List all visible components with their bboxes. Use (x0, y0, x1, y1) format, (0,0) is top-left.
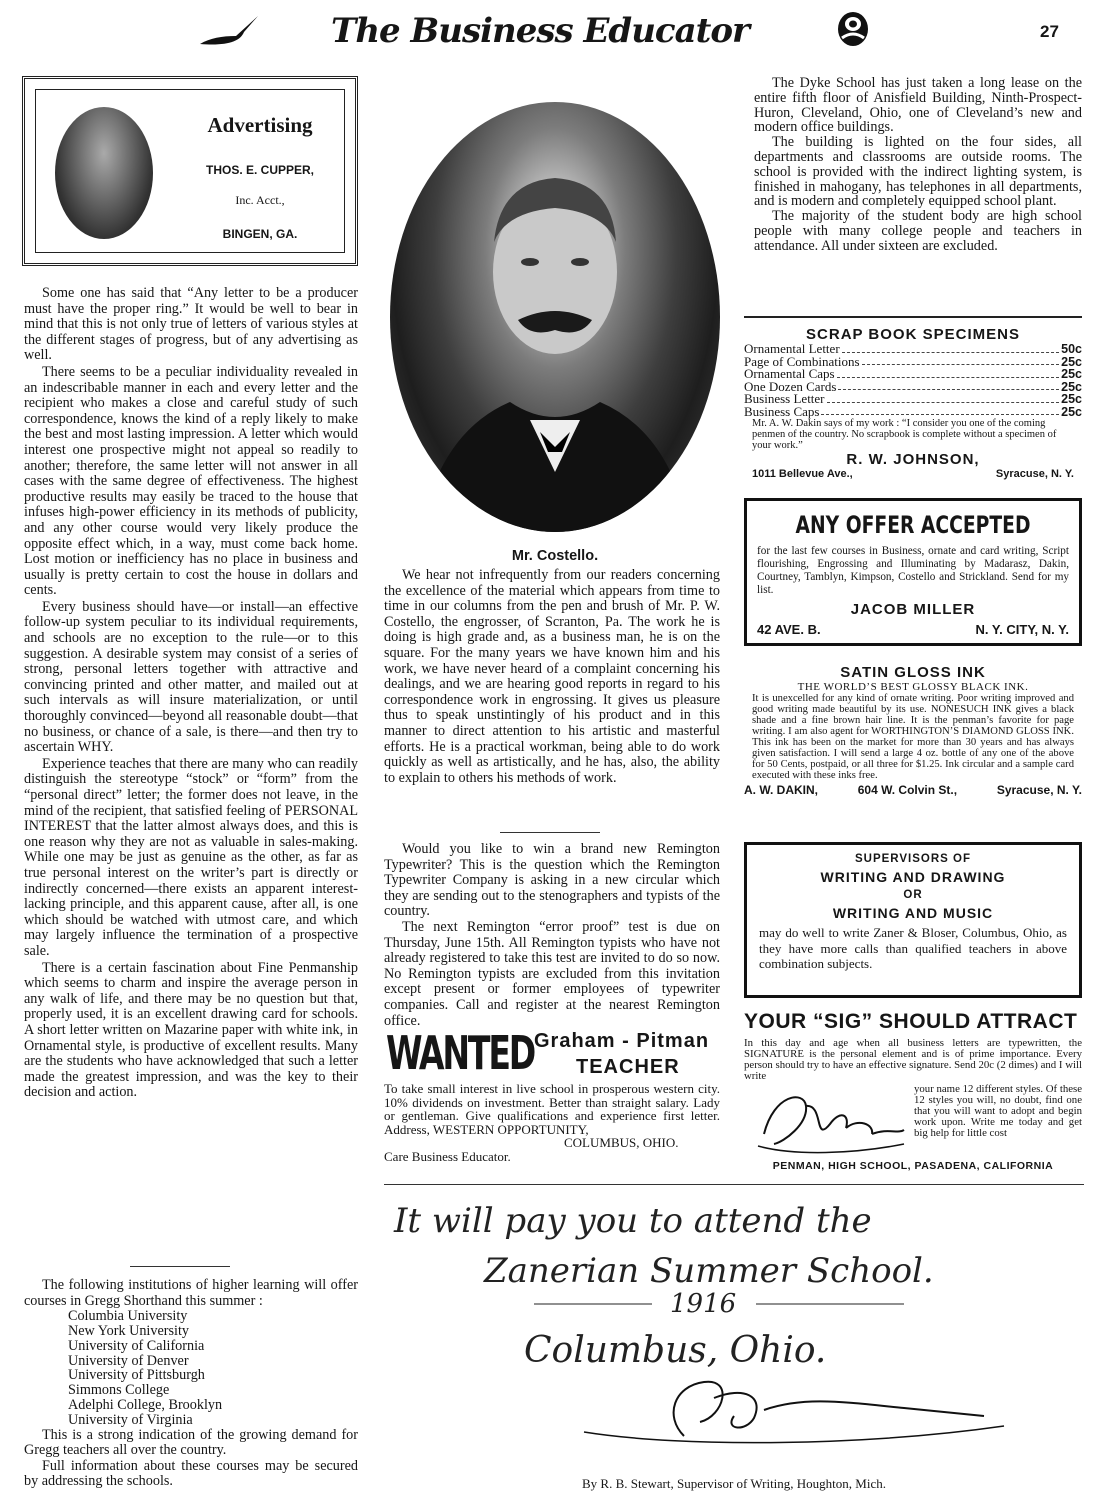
offer-address: 42 AVE. B. N. Y. CITY, N. Y. (757, 622, 1069, 637)
costello-portrait (390, 102, 720, 532)
offer-heading: ANY OFFER ACCEPTED (795, 511, 1031, 539)
article-paragraph: There seems to be a peculiar individuality revealed in an indescribable manner in each and every letter and the recipient who makes a close and careful study of such correspondence, knows the kind of a reply likely to make the best and most lasting impression. A letter which would interest one prospective might not appeal so readily to another; therefore, the same letter will not answer in all cases with the same degree of effectiveness. The highest productive results may easily be traced to the house that infuses high-power efficiency in its methods of publicity, and any other course would very likely produce the opposite effect which, in a way, must come back home. Lost motion or inefficiency has no place in business and usually is pretty certain to cost the house in dollars and cents. (24, 363, 358, 599)
list-item: University of Denver (68, 1352, 189, 1369)
list-item: University of Virginia (68, 1411, 193, 1428)
article-paragraph: We hear not infrequently from our readers concerning the excellence of the material which appears from time to time in our columns from the pen and brush of Mr. P. W. Costello, the engrosser, of Scranton, Pa. The work he is doing is high grade and, as a business man, he is on the square. For the many years we have known him and his work, we have never heard of a complaint concerning his dealings, and we are hearing good reports in regard to his correspondence work in engrossing. It gives us pleasure thus to speak unstintingly of his product and in this manner to direct attention to his artistic and masterful efforts. He is a practical workman, being able to do work quickly as well as artistically, and he has, also, the ability to explain to others his methods of work. (384, 567, 720, 786)
cupper-portrait (55, 107, 153, 239)
wanted-body-text: To take small interest in live school in prosperous western city. 10% dividends on investment. Better than straight salary. Lady or gentleman. Give qualifications and experience first letter. Address, WESTERN OPPORTUNITY, (384, 1081, 720, 1137)
cupper-credential: Inc. Acct., (235, 193, 285, 207)
supervisors-line: WRITING AND MUSIC (832, 905, 994, 921)
article-paragraph: Would you like to win a brand new Remington Typewriter? This is the question which the Remington Typewriter Company is asking in a new circular which they are sending out to the stenographers and typists of the country. (384, 841, 720, 920)
sig-heading: YOUR “SIG” SHOULD ATTRACT (744, 1010, 1078, 1033)
supervisors-line: OR (903, 889, 923, 901)
quill-icon (196, 12, 264, 48)
article-paragraph: The Dyke School has just taken a long lease on the entire fifth floor of Anisfield Building, Ninth-Prospect-Huron, Cleveland, Ohio, one of Cleveland’s new and modern office buildings. (754, 75, 1082, 136)
page-number: 27 (1040, 22, 1059, 41)
sig-body: In this day and age when all business letters are typewritten, the SIGNATURE is the personal element and is of prime importance. Every person should try to have an effective signature. Send 20c (2 dimes) and I will write (744, 1037, 1082, 1082)
advertising-article (24, 286, 358, 1102)
list-item: New York University (68, 1322, 189, 1339)
divider (500, 832, 600, 833)
scrapbook-quote: Mr. A. W. Dakin says of my work : “I consider you one of the coming penmen of the country. No scrapbook is complete without a specimen of your work.” (752, 418, 1057, 451)
cupper-advertising-card (22, 76, 358, 266)
satin-body: It is unexcelled for any kind of ornate writing. Poor writing improved and good writing made beautiful by its use. NONESUCH INK gives a black shade and a fine brown hair line. It is the penman’s favorite for page writing. I am also agent for WORTHINGTON’S DIAMOND GLOSS INK. This ink has been on the market for more than 30 years and has always given satisfaction. I will send a large 4 oz. bottle of any one of the above for 50 Cents, postpaid, or all three for $1.25. Ink circular and a sample card executed with these inks free. (752, 693, 1074, 781)
supervisors-line: SUPERVISORS OF (854, 853, 972, 865)
signature-flourish-icon (754, 1084, 912, 1158)
script-year: 1916 (670, 1289, 737, 1319)
offer-name: JACOB MILLER (850, 601, 976, 618)
supervisors-ad (744, 842, 1082, 998)
cupper-title: Advertising (207, 113, 313, 137)
price-row: Business Letter 25c (744, 391, 1082, 406)
satin-subheading: THE WORLD’S BEST GLOSSY BLACK INK. (797, 681, 1029, 693)
price-row: Page of Combinations 25c (744, 353, 1082, 369)
satin-heading: SATIN GLOSS INK (840, 664, 986, 681)
article-paragraph: Some one has said that “Any letter to be a producer must have the proper ring.” It would be well to bear in mind that this is not only true of letters of various styles at the different stages of progress, but of any advertising as well. (24, 285, 358, 364)
scrapbook-address: 1011 Bellevue Ave., Syracuse, N. Y. (752, 468, 1074, 480)
scrapbook-heading: SCRAP BOOK SPECIMENS (806, 326, 1020, 343)
price-row: Ornamental Caps 25c (744, 366, 1082, 381)
gregg-school-list (24, 1309, 358, 1427)
supervisors-line: WRITING AND DRAWING (820, 869, 1006, 885)
divider (130, 1266, 230, 1267)
list-item: University of California (68, 1337, 205, 1354)
wanted-ad (384, 1026, 720, 1176)
satin-address: A. W. DAKIN, 604 W. Colvin St., Syracuse, N. Y. (744, 783, 1082, 797)
price-row: Ornamental Letter 50c (744, 341, 1082, 356)
cupper-location: BINGEN, GA. (222, 227, 298, 241)
signature-ad (744, 1010, 1082, 1178)
article-paragraph: Every business should have—or install—an effective follow-up system peculiar to its individual requirements, and schools are no exception to the rule—or to this suggestion. A desirable system may consist of a series of strong, personal letters together with attractive and convincing printed and other matter, and mailed out at such intervals as will insure materialization, or until thoroughly convinced—beyond all reasonable doubt—that no business, or chance of a sale, is there—and then try to ascertain WHY. (24, 598, 358, 756)
list-item: Adelphi College, Brooklyn (68, 1396, 223, 1413)
wanted-line2: TEACHER (576, 1056, 680, 1078)
signature-flourish-icon (674, 1382, 984, 1436)
wanted-city: COLUMBUS, OHIO. (564, 1135, 679, 1151)
satin-gloss-ink-ad (744, 664, 1082, 824)
costello-caption: Mr. Costello. (511, 548, 599, 564)
sig-footer: PENMAN, HIGH SCHOOL, PASADENA, CALIFORNIA (772, 1160, 1054, 1172)
emblem-icon (836, 10, 870, 48)
supervisors-body: may do well to write Zaner & Bloser, Columbus, Ohio, as they have more calls than qualified teachers in above combination subjects. (759, 925, 1067, 971)
masthead-title: The Business Educator (331, 11, 749, 51)
article-paragraph: The majority of the student body are high school people with many college people and teachers in attendance. All under sixteen are excluded. (754, 208, 1082, 254)
article-paragraph: There is a certain fascination about Fine Penmanship which seems to charm and inspire the average person in any walk of life, and there may be no question but that, properly used, it is an excellent drawing card for schools. A short letter written on Mazarine paper with white ink, in Ornamental style, is productive of excellent results. Many are the students who have acknowledged that such a letter made the greatest impression, and was the key to their decision and action. (24, 959, 358, 1101)
scrapbook-ad (742, 316, 1084, 480)
script-line3: Columbus, Ohio. (524, 1330, 827, 1371)
sig-body-continued: your name 12 different styles. Of these 12 styles you will, no doubt, find one that you will want to adopt and begin work upon. Write me today and get big help for little cost (914, 1083, 1083, 1139)
scrapbook-name: R. W. JOHNSON, (846, 451, 980, 468)
costello-article (384, 568, 720, 786)
page-header (0, 0, 1104, 72)
wanted-care: Care Business Educator. (384, 1148, 511, 1164)
handwritten-script (384, 1186, 1084, 1466)
gregg-outro: Full information about these courses may be secured by addressing the schools. (24, 1457, 358, 1490)
script-line1: It will pay you to attend the (394, 1201, 872, 1241)
cupper-name: THOS. E. CUPPER, (205, 163, 315, 177)
price-row: One Dozen Cards 25c (744, 378, 1082, 394)
wanted-body (384, 1082, 720, 1164)
article-paragraph: The next Remington “error proof” test is due on Thursday, June 15th. All Remington typists who have not already registered to take this test are invited to do so now. No Remington typists are excluded from this invitation except present or former employees of typewriter companies. Call and register at the nearest Remington office. (384, 918, 720, 1029)
list-item: University of Pittsburgh (68, 1367, 205, 1384)
price-row: Business Caps 25c (744, 403, 1082, 419)
any-offer-ad (744, 498, 1082, 646)
gregg-notice (24, 1278, 358, 1490)
list-item: Simmons College (68, 1382, 170, 1399)
gregg-outro: This is a strong indication of the growing demand for Gregg teachers all over the country. (24, 1426, 358, 1459)
article-paragraph: The building is lighted on the four sides, all departments and classrooms are outside rooms. The school is provided with the indirect lighting system, is finished in mahogany, has telephones in all departments, and is modern and completely equipped school plant. (754, 134, 1082, 210)
gregg-intro: The following institutions of higher learning will offer courses in Gregg Shorthand this summer : (24, 1277, 358, 1309)
list-item: Columbia University (68, 1308, 188, 1325)
dyke-school-article (754, 76, 1082, 254)
wanted-line1: Graham - Pitman (534, 1030, 710, 1052)
offer-body: for the last few courses in Business, ornate and card writing, Script flourishing, Engrossing and Illuminating by Madarasz, Dakin, Courtney, Tamblyn, Kimpson, Costello and Strickland. Send for my list. (757, 545, 1069, 596)
divider (384, 1184, 1084, 1185)
remington-article (384, 842, 720, 1029)
wanted-headline: WANTED (386, 1026, 535, 1080)
script-credit: By R. B. Stewart, Supervisor of Writing, Houghton, Mich. (581, 1476, 886, 1491)
article-paragraph: Experience teaches that there are many who can readily distinguish the stereotype “stock” or “form” from the “personal direct” letter; the former does not leave, in the mind of the recipient, that satisfied feeling of PERSONAL INTEREST that the latter almost always does, and this is one reason why they are not as valuable in sales-making. While one may be just as genuine as the other, as far as true personal interest on the writer’s part is directly or indirectly concerned—there exists an apparent interest-lacking principle, and this apparent cause, after all, is one which should be watched with utmost care, and which may largely influence the termination of a prospective sale. (24, 755, 358, 959)
script-line2: Zanerian Summer School. (484, 1251, 934, 1291)
